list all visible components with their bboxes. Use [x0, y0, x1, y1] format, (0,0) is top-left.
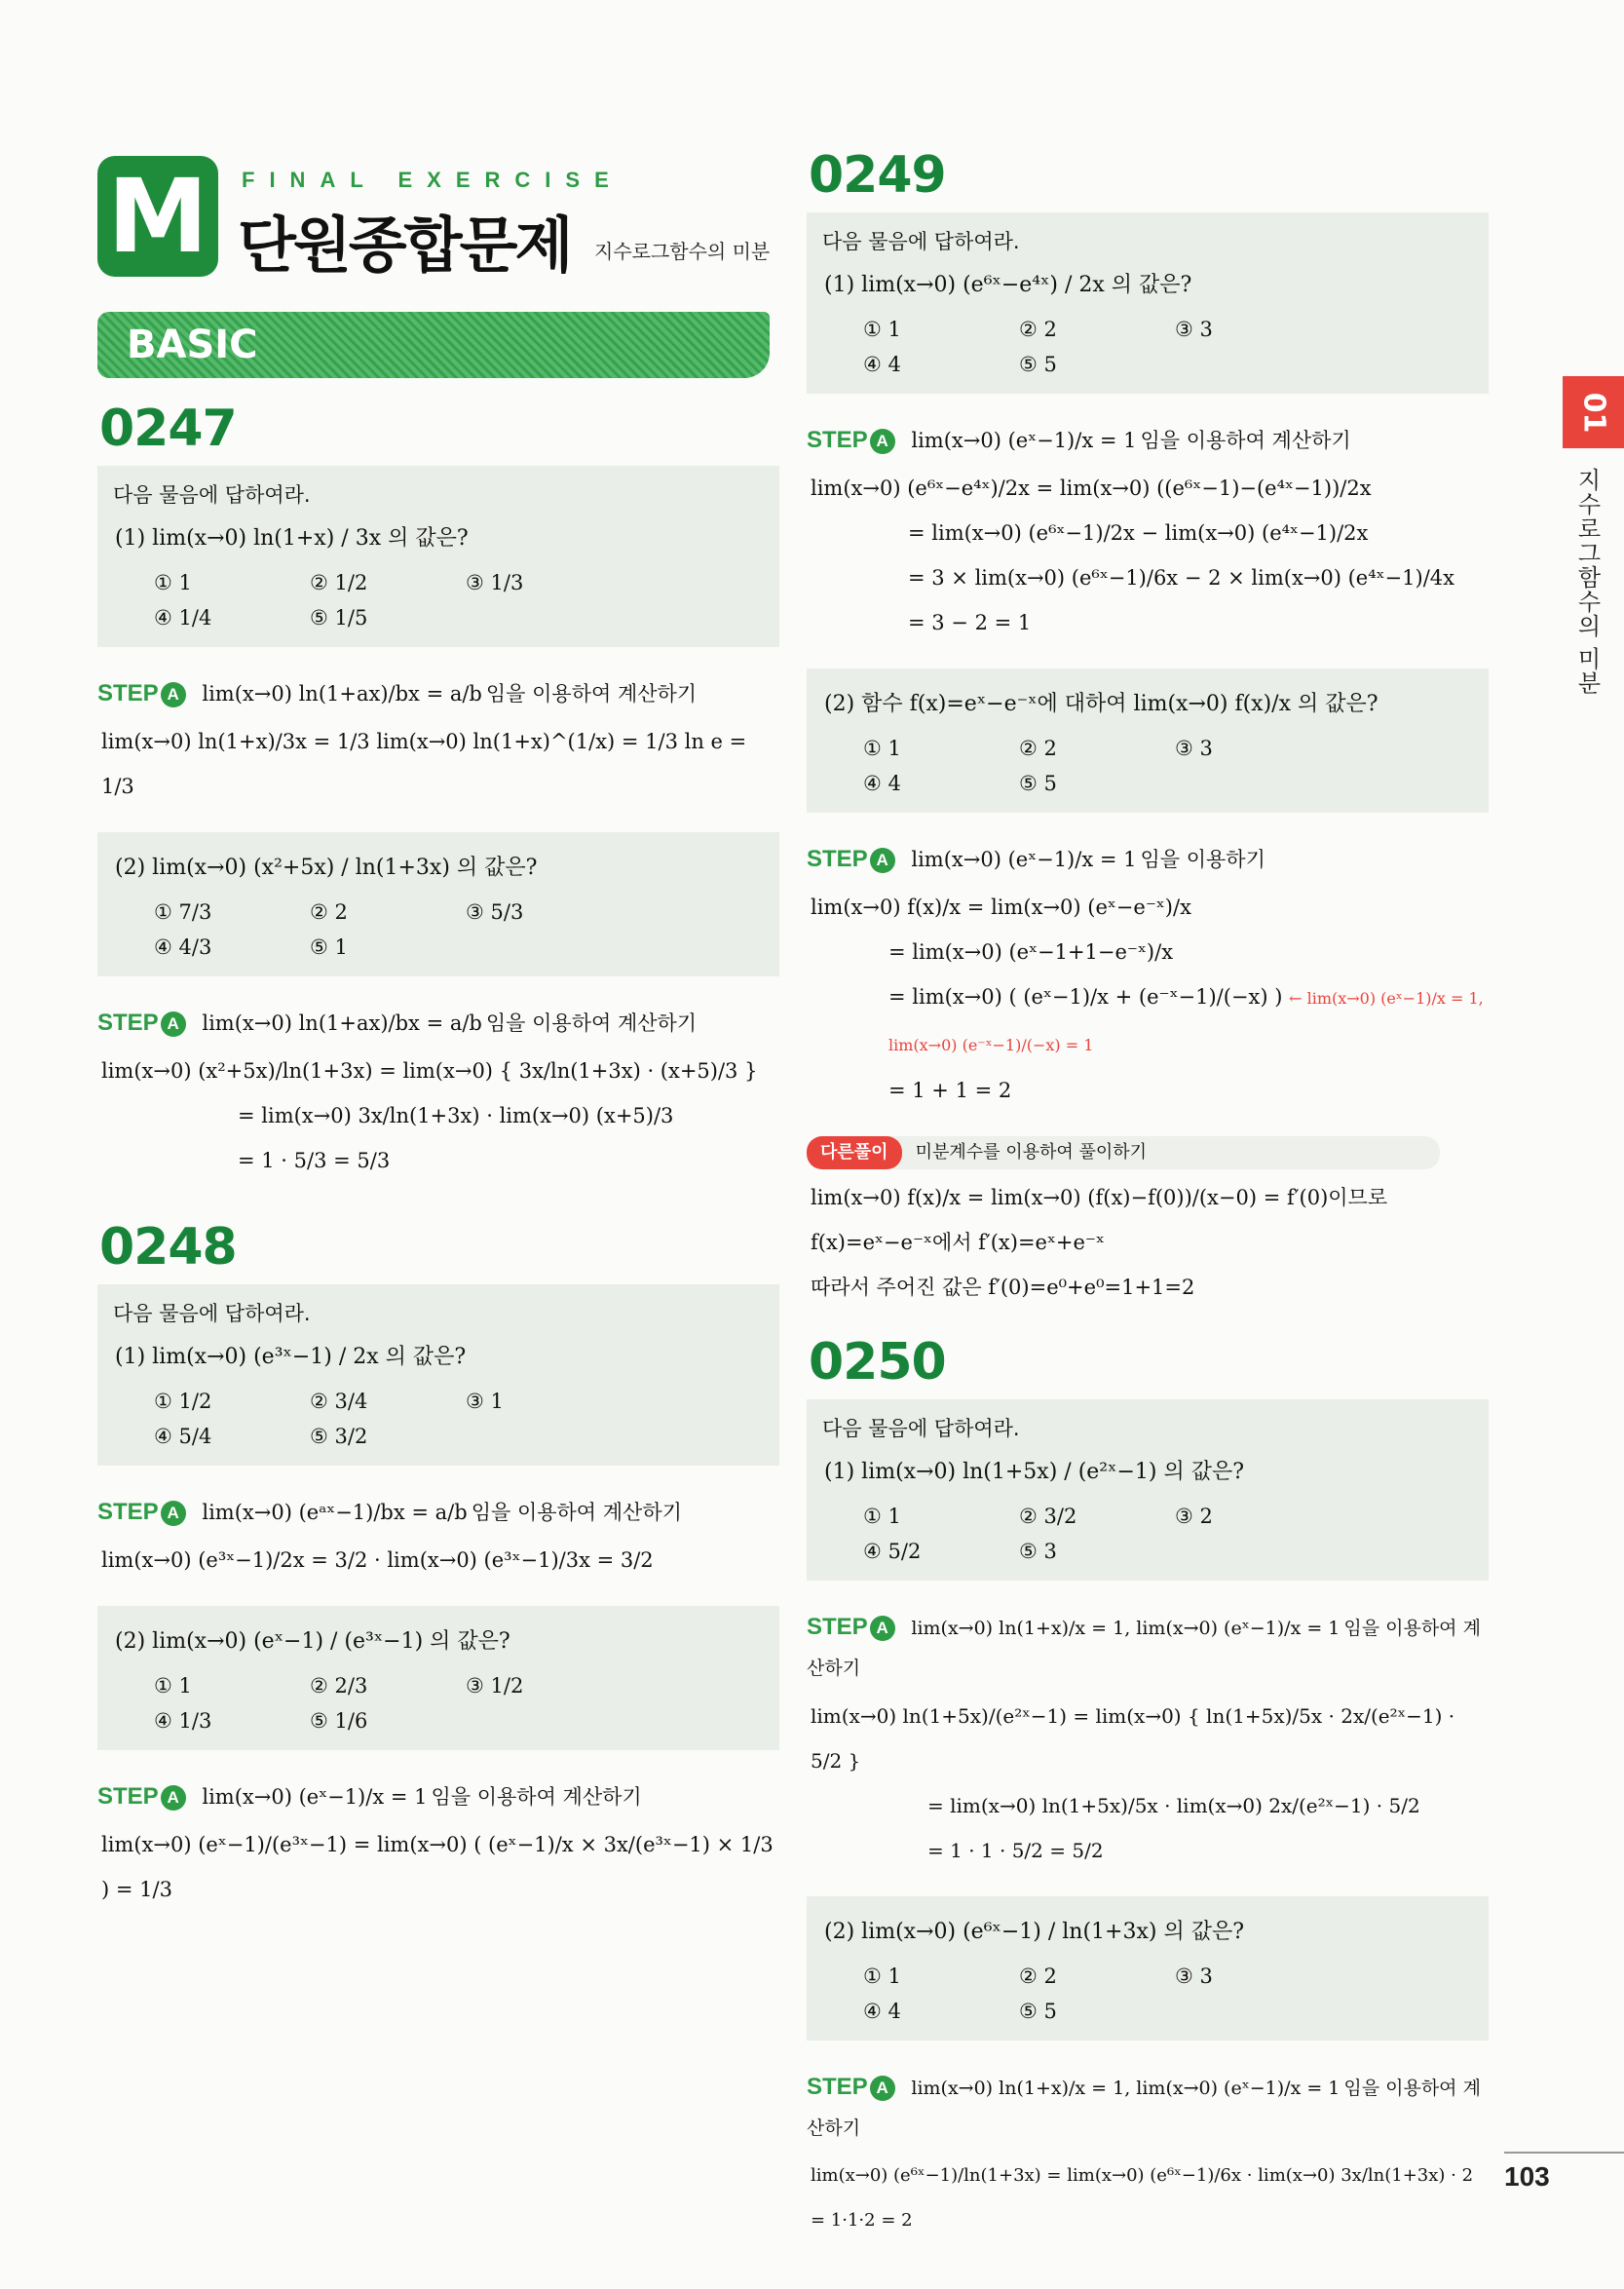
- question-box: [807, 212, 1489, 394]
- calc-line: lim(x→0) (e⁶ˣ−e⁴ˣ)/2x = lim(x→0) ((e⁶ˣ−1)−(e⁴ˣ−1))/2x: [811, 477, 1372, 500]
- step-text: 임을 이용하여 계산하기: [471, 1501, 682, 1524]
- problem-0248: [97, 1218, 779, 1912]
- choice: ③ 3: [1175, 318, 1213, 341]
- question-prompt: 다음 물음에 답하여라.: [822, 1417, 1020, 1440]
- solution-calc: [807, 885, 1489, 1113]
- choice-list: [822, 737, 1473, 795]
- choice: ⑤ 1/6: [310, 1709, 368, 1733]
- question-box: [807, 1896, 1489, 2041]
- question-expression: (2) lim(x→0) (x²+5x) / ln(1+3x) 의 값은?: [115, 856, 538, 880]
- hint-note: ← lim(x→0) (eˣ−1)/x = 1, lim(x→0) (e⁻ˣ−1)/(−x) = 1: [888, 989, 1484, 1054]
- calc-line: lim(x→0) f(x)/x = lim(x→0) (f(x)−f(0))/(x−0) = f′(0)이므로: [811, 1186, 1388, 1209]
- calc-line: = lim(x→0) ln(1+5x)/5x · lim(x→0) 2x/(e²ˣ−1) · 5/2: [927, 1794, 1420, 1817]
- question-prompt: 다음 물음에 답하여라.: [113, 1302, 311, 1325]
- page-title: 단원종합문제: [238, 210, 571, 281]
- choice: ② 2: [1019, 737, 1057, 760]
- question-expression: (1) lim(x→0) (e⁶ˣ−e⁴ˣ) / 2x 의 값은?: [824, 273, 1192, 297]
- choice-list: [113, 1674, 764, 1733]
- choice: ① 1: [863, 1965, 901, 1988]
- problem-number: 0248: [99, 1218, 237, 1277]
- step-a-icon: A: [161, 1011, 186, 1037]
- question-box: [97, 1284, 779, 1466]
- calc-line: = 3 − 2 = 1: [908, 611, 1032, 634]
- choice: ② 2: [1019, 1965, 1057, 1988]
- step-text: 임을 이용하여 계산하기: [485, 682, 698, 706]
- calc-line: = lim(x→0) (e⁶ˣ−1)/2x − lim(x→0) (e⁴ˣ−1)/2x: [908, 521, 1369, 545]
- choice: ② 3/2: [1019, 1505, 1077, 1528]
- calc-line: lim(x→0) ln(1+x)/3x = 1/3 lim(x→0) ln(1+x)^(1/x) = 1/3 ln e = 1/3: [101, 730, 747, 798]
- problem-number: 0250: [809, 1333, 946, 1392]
- step-expression: lim(x→0) (eˣ−1)/x = 1: [202, 1785, 428, 1809]
- calc-line: = 1 · 1 · 5/2 = 5/2: [927, 1839, 1104, 1862]
- step-expression: lim(x→0) ln(1+ax)/bx = a/b: [202, 1011, 482, 1035]
- solution-calc: [97, 1538, 779, 1583]
- step-hint: [97, 1493, 779, 1532]
- question-expression: (1) lim(x→0) ln(1+5x) / (e²ˣ−1) 의 값은?: [824, 1460, 1244, 1484]
- step-expression: lim(x→0) (eˣ−1)/x = 1: [911, 848, 1137, 871]
- question-box: [97, 832, 779, 976]
- step-hint: [97, 1777, 779, 1816]
- choice: ① 1/2: [154, 1390, 212, 1413]
- step-hint: [807, 2068, 1489, 2148]
- calc-line: lim(x→0) f(x)/x = lim(x→0) (eˣ−e⁻ˣ)/x: [811, 896, 1191, 919]
- step-text: 임을 이용하여 계산하기: [485, 1011, 698, 1035]
- choice-list: [113, 1390, 764, 1448]
- question-expression: (2) lim(x→0) (eˣ−1) / (e³ˣ−1) 의 값은?: [115, 1629, 510, 1654]
- choice-list: [822, 1965, 1473, 2023]
- step-label: STEP A: [807, 846, 895, 872]
- question-prompt: 다음 물음에 답하여라.: [822, 230, 1020, 253]
- calc-line: f(x)=eˣ−e⁻ˣ에서 f′(x)=eˣ+e⁻ˣ: [811, 1231, 1105, 1254]
- problem-0250: [807, 1333, 1489, 2243]
- question-box: [97, 466, 779, 647]
- choice: ③ 1/3: [466, 571, 524, 594]
- step-text: 임을 이용하여 계산하기: [807, 2078, 1481, 2139]
- choice: ③ 5/3: [466, 900, 524, 924]
- choice: ④ 4: [863, 2000, 901, 2023]
- alternative-solution-bar: [807, 1136, 1440, 1169]
- step-label: STEP A: [97, 680, 186, 706]
- choice: ④ 1/4: [154, 606, 212, 629]
- step-label: STEP A: [97, 1783, 186, 1810]
- choice: ⑤ 1/5: [310, 606, 368, 629]
- choice: ② 2/3: [310, 1674, 368, 1698]
- left-column: [97, 146, 779, 1912]
- choice: ④ 1/3: [154, 1709, 212, 1733]
- calc-line: lim(x→0) (eˣ−1)/(e³ˣ−1) = lim(x→0) ( (eˣ−1)/x × 3x/(e³ˣ−1) × 1/3 ) = 1/3: [101, 1833, 774, 1901]
- step-hint: [807, 840, 1489, 879]
- step-expression: lim(x→0) ln(1+x)/x = 1, lim(x→0) (eˣ−1)/x = 1: [911, 1618, 1341, 1639]
- step-text: 임을 이용하여 계산하기: [431, 1785, 642, 1809]
- choice: ⑤ 5: [1019, 2000, 1057, 2023]
- choice: ① 1: [863, 318, 901, 341]
- step-label: STEP A: [97, 1499, 186, 1525]
- choice: ③ 2: [1175, 1505, 1213, 1528]
- choice: ③ 1/2: [466, 1674, 524, 1698]
- choice: ④ 5/2: [863, 1540, 922, 1563]
- question-expression: (1) lim(x→0) ln(1+x) / 3x 의 값은?: [115, 526, 469, 551]
- step-a-icon: A: [870, 2076, 895, 2101]
- page-rule: [1504, 2152, 1624, 2154]
- calc-line: = lim(x→0) ( (eˣ−1)/x + (e⁻ˣ−1)/(−x) ) ← lim(x→0) (eˣ−1)/x = 1, lim(x→0) (e⁻ˣ−1)/(−x) = 1: [888, 985, 1484, 1054]
- choice: ② 2: [1019, 318, 1057, 341]
- step-a-icon: A: [161, 1785, 186, 1811]
- step-hint: [97, 674, 779, 713]
- step-text: 임을 이용하기: [1140, 848, 1265, 871]
- question-box: [97, 1606, 779, 1750]
- calc-line: lim(x→0) ln(1+5x)/(e²ˣ−1) = lim(x→0) { ln(1+5x)/5x · 2x/(e²ˣ−1) · 5/2 }: [811, 1704, 1455, 1773]
- page-subtitle: 지수로그함수의 미분: [594, 240, 771, 263]
- problem-0249: [807, 146, 1489, 1310]
- page-number: 103: [1504, 2161, 1550, 2192]
- choice: ⑤ 5: [1019, 353, 1057, 376]
- choice: ⑤ 3: [1019, 1540, 1057, 1563]
- question-expression: (1) lim(x→0) (e³ˣ−1) / 2x 의 값은?: [115, 1345, 467, 1369]
- problem-0247: [97, 400, 779, 1183]
- step-a-icon: A: [161, 1501, 186, 1526]
- choice-list: [113, 900, 764, 959]
- choice: ① 1: [154, 1674, 192, 1698]
- section-header: [97, 146, 779, 400]
- calc-line: = 3 × lim(x→0) (e⁶ˣ−1)/6x − 2 × lim(x→0) (e⁴ˣ−1)/4x: [908, 566, 1454, 590]
- question-box: [807, 1399, 1489, 1581]
- question-expression: (2) lim(x→0) (e⁶ˣ−1) / ln(1+3x) 의 값은?: [824, 1920, 1244, 1944]
- solution-calc: [97, 719, 779, 809]
- question-box: [807, 668, 1489, 813]
- choice: ① 1: [863, 737, 901, 760]
- alt-text: 미분계수를 이용하여 풀이하기: [915, 1142, 1148, 1163]
- step-expression: lim(x→0) ln(1+ax)/bx = a/b: [202, 682, 482, 706]
- choice: ② 2: [310, 900, 348, 924]
- choice: ③ 1: [466, 1390, 504, 1413]
- question-expression: (2) 함수 f(x)=eˣ−e⁻ˣ에 대하여 lim(x→0) f(x)/x 의 값은?: [824, 692, 1379, 716]
- choice: ② 3/4: [310, 1390, 368, 1413]
- alt-label: 다른풀이: [807, 1136, 902, 1169]
- problem-number: 0249: [809, 146, 946, 205]
- choice: ③ 3: [1175, 737, 1213, 760]
- calc-line: lim(x→0) (x²+5x)/ln(1+3x) = lim(x→0) { 3x/ln(1+3x) · (x+5)/3 }: [101, 1059, 758, 1083]
- question-prompt: 다음 물음에 답하여라.: [113, 483, 311, 507]
- step-hint: [97, 1004, 779, 1043]
- step-text: 임을 이용하여 계산하기: [807, 1618, 1481, 1679]
- chapter-label: 지수로그함수의 미분: [1573, 468, 1601, 696]
- step-label: STEP A: [807, 1614, 895, 1640]
- chapter-tab: [1563, 376, 1624, 448]
- step-expression: lim(x→0) (eˣ−1)/x = 1: [911, 429, 1137, 452]
- step-text: 임을 이용하여 계산하기: [1140, 429, 1351, 452]
- choice-list: [822, 1505, 1473, 1563]
- solution-calc: [97, 1822, 779, 1912]
- m-logo-icon: M: [97, 156, 218, 277]
- step-expression: lim(x→0) (eᵃˣ−1)/bx = a/b: [202, 1501, 468, 1524]
- calc-line: lim(x→0) (e⁶ˣ−1)/ln(1+3x) = lim(x→0) (e⁶ˣ−1)/6x · lim(x→0) 3x/ln(1+3x) · 2 = 1·1·2 = 2: [811, 2165, 1474, 2231]
- calc-line: = lim(x→0) (eˣ−1+1−e⁻ˣ)/x: [888, 940, 1174, 964]
- right-column: [807, 146, 1489, 2243]
- calc-line: = lim(x→0) 3x/ln(1+3x) · lim(x→0) (x+5)/3: [238, 1104, 674, 1127]
- step-a-icon: A: [870, 429, 895, 454]
- solution-calc: [807, 2154, 1489, 2243]
- step-label: STEP A: [807, 2074, 895, 2100]
- calc-line: 따라서 주어진 값은 f′(0)=e⁰+e⁰=1+1=2: [811, 1276, 1195, 1299]
- choice: ③ 3: [1175, 1965, 1213, 1988]
- basic-banner: BASIC: [97, 312, 770, 378]
- choice: ④ 5/4: [154, 1425, 212, 1448]
- step-hint: [807, 1608, 1489, 1688]
- solution-calc: [807, 1694, 1489, 1873]
- problem-number: 0247: [99, 400, 237, 458]
- calc-line: lim(x→0) (e³ˣ−1)/2x = 3/2 · lim(x→0) (e³ˣ−1)/3x = 3/2: [101, 1548, 654, 1572]
- final-exercise-label: FINAL EXERCISE: [242, 168, 623, 192]
- choice: ⑤ 1: [310, 935, 348, 959]
- step-label: STEP A: [97, 1010, 186, 1036]
- step-label: STEP A: [807, 427, 895, 453]
- choice: ④ 4: [863, 353, 901, 376]
- choice-list: [822, 318, 1473, 376]
- step-a-icon: A: [870, 1616, 895, 1641]
- choice: ① 7/3: [154, 900, 212, 924]
- choice: ④ 4: [863, 772, 901, 795]
- alt-solution-calc: [807, 1175, 1489, 1310]
- step-a-icon: A: [870, 848, 895, 873]
- solution-calc: [97, 1049, 779, 1183]
- choice: ① 1: [863, 1505, 901, 1528]
- step-expression: lim(x→0) ln(1+x)/x = 1, lim(x→0) (eˣ−1)/x = 1: [911, 2078, 1341, 2099]
- chapter-number: 01: [1576, 392, 1610, 433]
- choice: ② 1/2: [310, 571, 368, 594]
- choice-list: [113, 571, 764, 629]
- choice: ⑤ 5: [1019, 772, 1057, 795]
- choice: ① 1: [154, 571, 192, 594]
- calc-line: = 1 + 1 = 2: [888, 1079, 1012, 1102]
- choice: ⑤ 3/2: [310, 1425, 368, 1448]
- step-hint: [807, 421, 1489, 460]
- step-a-icon: A: [161, 682, 186, 707]
- choice: ④ 4/3: [154, 935, 212, 959]
- calc-line: = 1 · 5/3 = 5/3: [238, 1149, 391, 1172]
- solution-calc: [807, 466, 1489, 645]
